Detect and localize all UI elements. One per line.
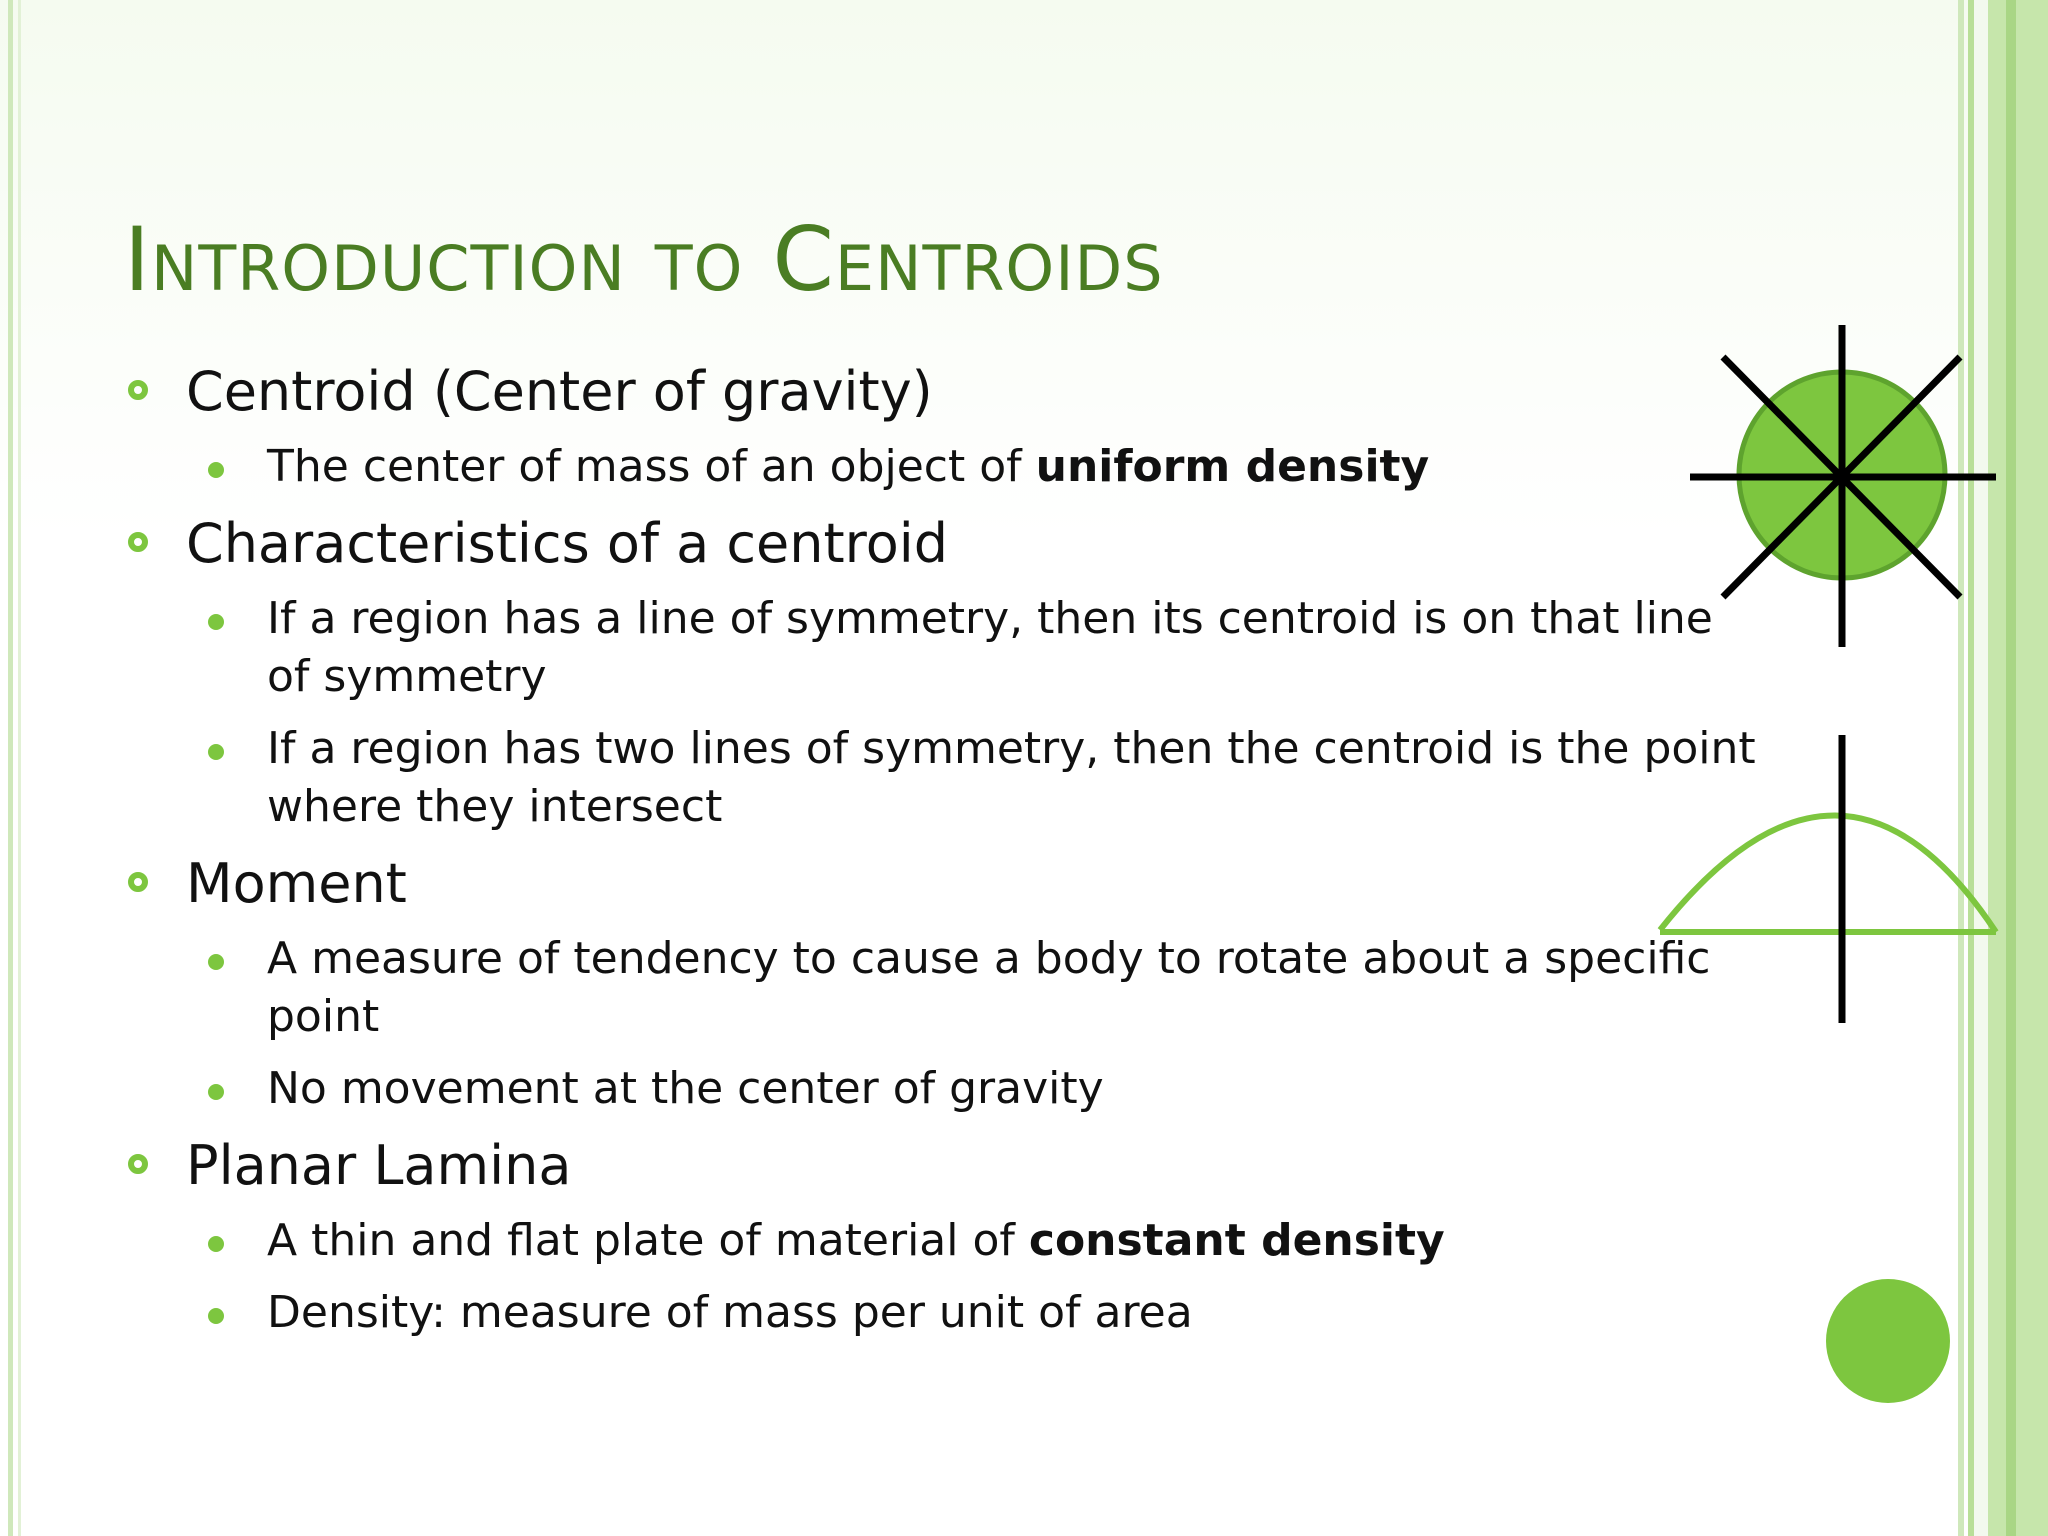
sub-bullet-text: The center of mass of an object of — [267, 441, 1036, 492]
decorative-green-dot — [1826, 1279, 1950, 1403]
parabola-region-diagram — [1660, 735, 1996, 1023]
sub-bullet-text: A thin and flat plate of material of — [267, 1215, 1029, 1266]
bullet-text: Centroid (Center of gravity) — [186, 360, 933, 423]
sub-bullet-text: A measure of tendency to cause a body to rotate about a specific point — [267, 933, 1711, 1042]
bullet-text: Characteristics of a centroid — [186, 512, 949, 575]
sub-bullet-bold-text: constant density — [1028, 1215, 1445, 1266]
sub-bullet-text: If a region has two lines of symmetry, then the centroid is the point where they intersect — [267, 723, 1756, 832]
slide-title: Introduction to Centroids — [124, 208, 1164, 311]
sub-bullet-bold-text: uniform density — [1035, 441, 1430, 492]
sub-bullet-text: Density: measure of mass per unit of area — [267, 1287, 1193, 1338]
sub-bullet-text: If a region has a line of symmetry, then its centroid is on that line of symmetry — [267, 593, 1713, 702]
sub-bullet-text: No movement at the center of gravity — [267, 1063, 1104, 1114]
circle-symmetry-lines-diagram — [1690, 325, 1996, 647]
parabola-curve — [1660, 815, 1996, 932]
bullet-text: Planar Lamina — [186, 1134, 572, 1197]
bullet-text: Moment — [186, 852, 407, 915]
